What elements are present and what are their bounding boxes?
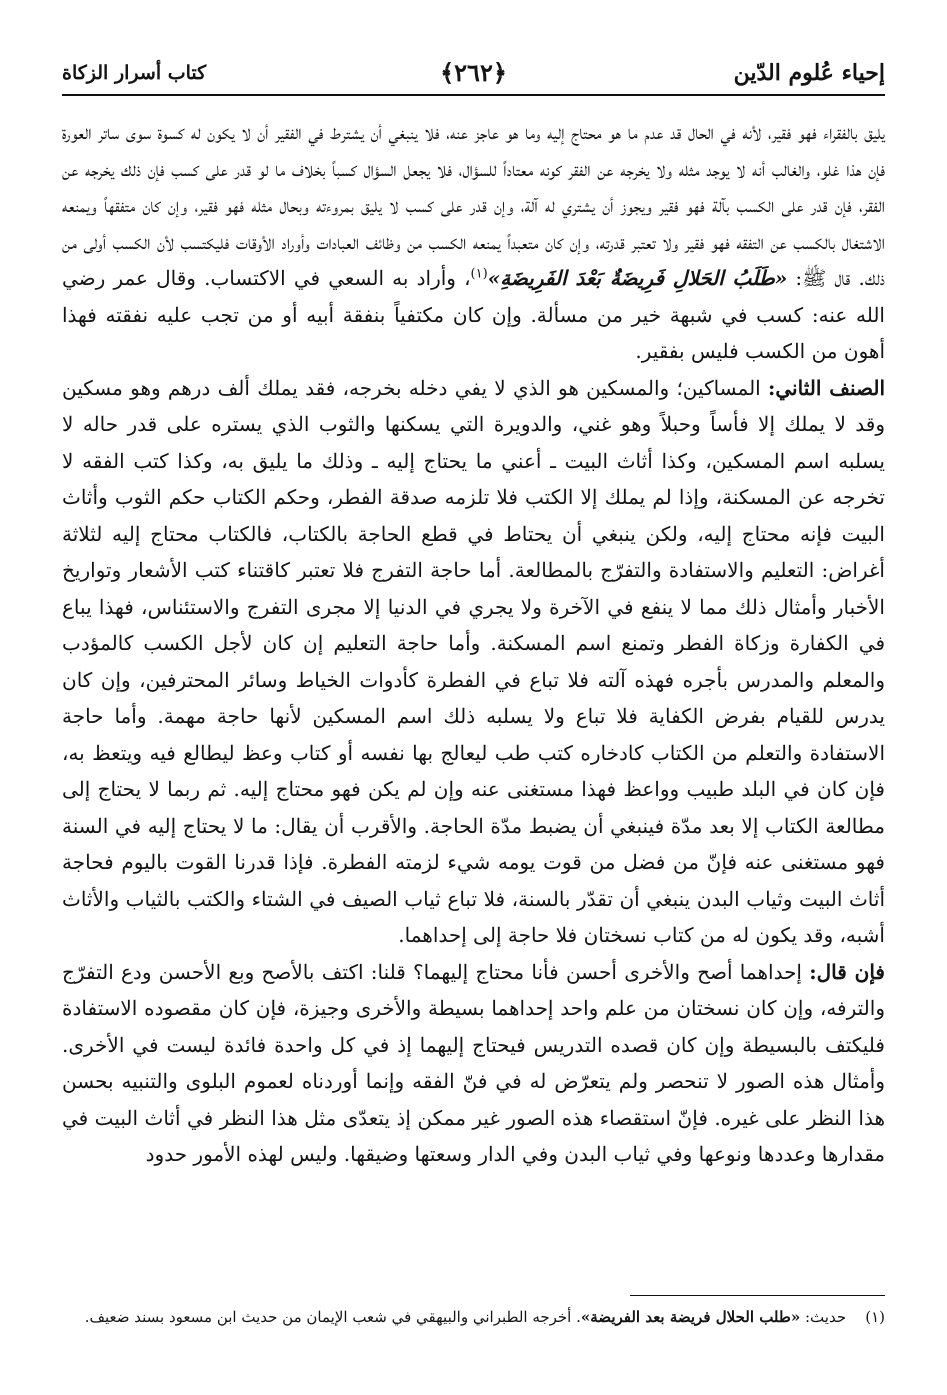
chapter-title: كتاب أسرار الزكاة	[62, 62, 207, 84]
paragraph	[62, 114, 885, 370]
text-segment: المساكين؛ والمسكين هو الذي لا يفي دخله بخرجه، فقد يملك ألف درهم وهو مسكين وقد لا يملك إلا فأساً وحبلاً وهو غني، والدويرة التي يسكنها والثوب الذي يستره على قدر حاله لا يسلبه اسم المسكين، وكذا أثاث البيت ـ أعني ما يحتاج إليه ـ وذلك ما يليق به، وكذا كتب الفقه لا تخرجه عن المسكنة، وإذا لم يملك إلا الكتب فلا تلزمه صدقة الفطر، وحكم الكتاب حكم الثوب وأثاث البيت فإنه محتاج إليه، ولكن ينبغي أن يحتاط في قطع الحاجة بالكتاب، فالكتاب محتاج إليه لثلاثة أغراض: التعليم والاستفادة والتفرّج بالمطالعة. أما حاجة التفرج فلا تعتبر كاقتناء كتب الأشعار وتواريخ الأخبار وأمثال ذلك مما لا ينفع في الآخرة ولا يجري في الدنيا إلا مجرى التفرج والاستئناس، فهذا يباع في الكفارة وزكاة الفطر وتمنع اسم المسكنة. وأما حاجة التعليم إن كان لأجل الكسب كالمؤدب والمعلم والمدرس بأجره فهذه آلته فلا تباع في الفطرة كأدوات الخياط وسائر المحترفين، وإن كان يدرس للقيام بفرض الكفاية فلا تباع ولا يسلبه ذلك اسم المسكين لأنها حاجة مهمة. وأما حاجة الاستفادة والتعلم من الكتاب كادخاره كتب طب ليعالج بها نفسه أو كتاب وعظ ليطالع فيه ويتعظ به، فإن كان في البلد طبيب وواعظ فهذا مستغنى عنه وإن لم يكن فهو محتاج إليه. ثم ربما لا يحتاج إلى مطالعة الكتاب إلا بعد مدّة فينبغي أن يضبط مدّة الحاجة. والأقرب أن يقال: ما لا يحتاج إليه في السنة فهو مستغنى عنه فإنّ من فضل من قوت يومه شيء لزمته الفطرة. فإذا قدرنا القوت باليوم فحاجة أثاث البيت وثياب البدن ينبغي أن تقدّر بالسنة، فلا تباع ثياب الصيف في الشتاء والكتب بالثياب والأثاث أشبه، وقد يكون له من كتاب نسختان فلا حاجة إلى إحداهما.	[62, 375, 885, 947]
header-rule	[62, 94, 885, 96]
footnote-hadith: «طلب الحلال فريضة بعد الفريضة»	[580, 1308, 801, 1326]
footnote-reference: (١)	[470, 266, 488, 282]
footnote-marker: (١)	[865, 1308, 885, 1326]
hadith-quote: «طَلَبُ الحَلالِ فَرِيضَةٌ بَعْدَ الفَرِيضَةِ»	[487, 266, 788, 290]
running-header	[62, 58, 885, 92]
text-segment: يليق بالفقراء فهو فقير، لأنه في الحال قد عدم ما هو محتاج إليه وما هو عاجز عنه، فلا ينبغي أن يشترط في الفقير أن لا يكون له كسوة سوى ساتر العورة فإن هذا غلو، والغالب أنه لا يوجد مثله ولا يخرجه عن الفقر كونه معتاداً للسؤال، فلا يجعل السؤال كسباً بخلاف ما لو قدر على كسب فإن ذلك يخرجه عن الفقر، فإن قدر على الكسب بآلة فهو فقير ويجوز أن يشتري له آلة، وإن قدر على كسب لا يليق بمروءته وبحال مثله فهو فقير، وإن كان متفقهاً ويمنعه الاشتغال بالكسب عن التفقه فهو فقير ولا تعتبر قدرته، وإن كان متعبداً يمنعه الكسب من وظائف العبادات وأوراد الأوقات فليكتسب لأن الكسب أولى من ذلك. قال ﷺ:	[62, 120, 886, 290]
footnote-text: . أخرجه الطبراني والبيهقي في شعب الإيمان من حديث ابن مسعود بسند ضعيف.	[84, 1308, 581, 1326]
paragraph-lead: الصنف الثاني:	[768, 375, 885, 400]
book-title: إحياء عُلوم الدّين	[733, 60, 885, 86]
paragraph-lead: فإن قال:	[809, 959, 885, 984]
footnote	[62, 1303, 885, 1331]
footnote-label: حديث:	[805, 1308, 847, 1326]
page-number: ﴿٢٦٢﴾	[440, 58, 507, 87]
main-text	[62, 114, 885, 1173]
footnote-separator	[630, 1295, 885, 1296]
text-segment: ، وأراد به السعي في الاكتساب. وقال عمر رضي الله عنه: كسب في شبهة خير من مسألة. وإن كان مكتفياً بنفقة أبيه أو من تجب عليه نفقته فهذا أهون من الكسب فليس بفقير.	[62, 266, 885, 363]
paragraph	[62, 954, 885, 1173]
text-segment: إحداهما أصح والأخرى أحسن فأنا محتاج إليهما؟ قلنا: اكتف بالأصح وبع الأحسن ودع التفرّج والترفه، وإن كان نسختان من علم واحد إحداهما بسيطة والأخرى وجيزة، فإن كان مقصوده الاستفادة فليكتف بالبسيطة وإن كان قصده التدريس فيحتاج إليهما إذ في كل واحدة فائدة ليست في الأخرى. وأمثال هذه الصور لا تنحصر ولم يتعرّض له في فنّ الفقه وإنما أوردناه لعموم البلوى والتنبيه بحسن هذا النظر على غيره. فإنّ استقصاء هذه الصور غير ممكن إذ يتعدّى مثل هذا النظر في أثاث البيت في مقدارها وعددها ونوعها وفي ثياب البدن وفي الدار وسعتها وضيقها. وليس لهذه الأمور حدود	[62, 959, 885, 1166]
paragraph	[62, 370, 885, 954]
